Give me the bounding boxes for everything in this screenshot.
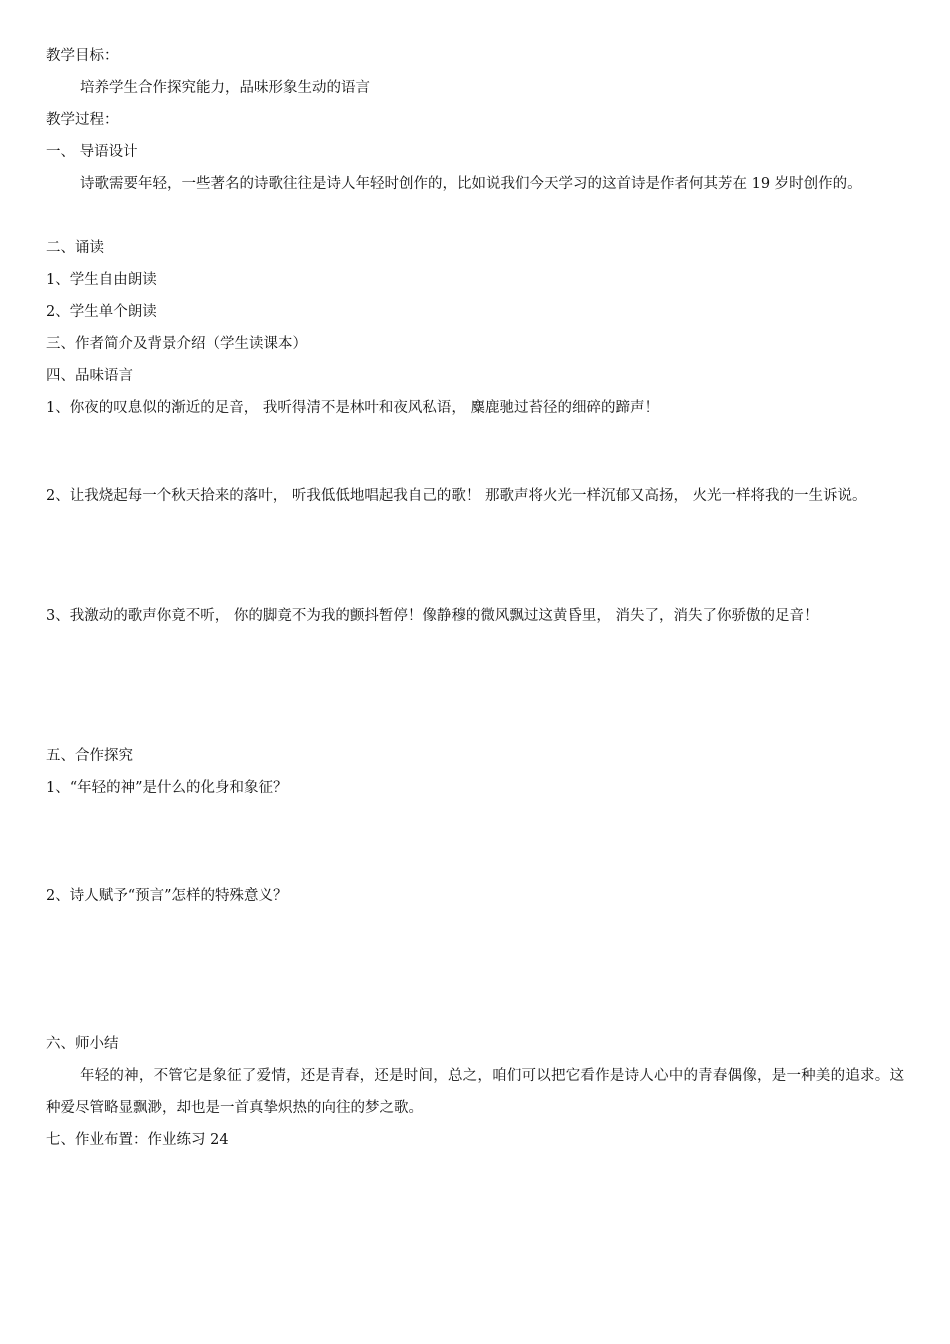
- section-5-item-1: 1、“年轻的神”是什么的化身和象征？: [46, 780, 288, 796]
- section-6-text: 年轻的神，不管它是象征了爱情，还是青春，还是时间，总之，咱们可以把它看作是诗人心中的青春偶像，是一种美的追求。这种爱尽管略显飘渺，却也是一首真挚炽热的向往的梦之歌。: [46, 1068, 904, 1116]
- section-4-item-2: 2、让我烧起每一个秋天拾来的落叶， 听我低低地唱起我自己的歌！ 那歌声将火光一样沉郁又高扬， 火光一样将我的一生诉说。: [46, 488, 867, 504]
- section-1-heading: 一、 导语设计: [46, 144, 138, 160]
- section-4-item-3: 3、我激动的歌声你竟不听， 你的脚竟不为我的颤抖暂停！像静穆的微风飘过这黄昏里， 消失了，消失了你骄傲的足音！: [46, 608, 819, 624]
- objective-text: 培养学生合作探究能力，品味形象生动的语言: [80, 80, 370, 96]
- section-3-heading: 三、作者简介及背景介绍（学生读课本）: [46, 336, 307, 352]
- section-2-item-2: 2、学生单个朗读: [46, 304, 157, 320]
- section-5-heading: 五、合作探究: [46, 748, 133, 764]
- section-1-text: 诗歌需要年轻，一些著名的诗歌往往是诗人年轻时创作的，比如说我们今天学习的这首诗是作者何其芳在 19 岁时创作的。: [80, 176, 862, 192]
- objectives-heading: 教学目标：: [46, 48, 119, 64]
- section-7-heading: 七、作业布置：作业练习 24: [46, 1132, 229, 1148]
- process-heading: 教学过程：: [46, 112, 119, 128]
- section-4-heading: 四、品味语言: [46, 368, 133, 384]
- section-6-heading: 六、师小结: [46, 1036, 119, 1052]
- section-2-heading: 二、诵读: [46, 240, 104, 256]
- section-5-item-2: 2、诗人赋予“预言”怎样的特殊意义？: [46, 888, 288, 904]
- section-4-item-1: 1、你夜的叹息似的渐近的足音， 我听得清不是林叶和夜风私语， 麋鹿驰过苔径的细碎的蹄声！: [46, 400, 659, 416]
- section-2-item-1: 1、学生自由朗读: [46, 272, 157, 288]
